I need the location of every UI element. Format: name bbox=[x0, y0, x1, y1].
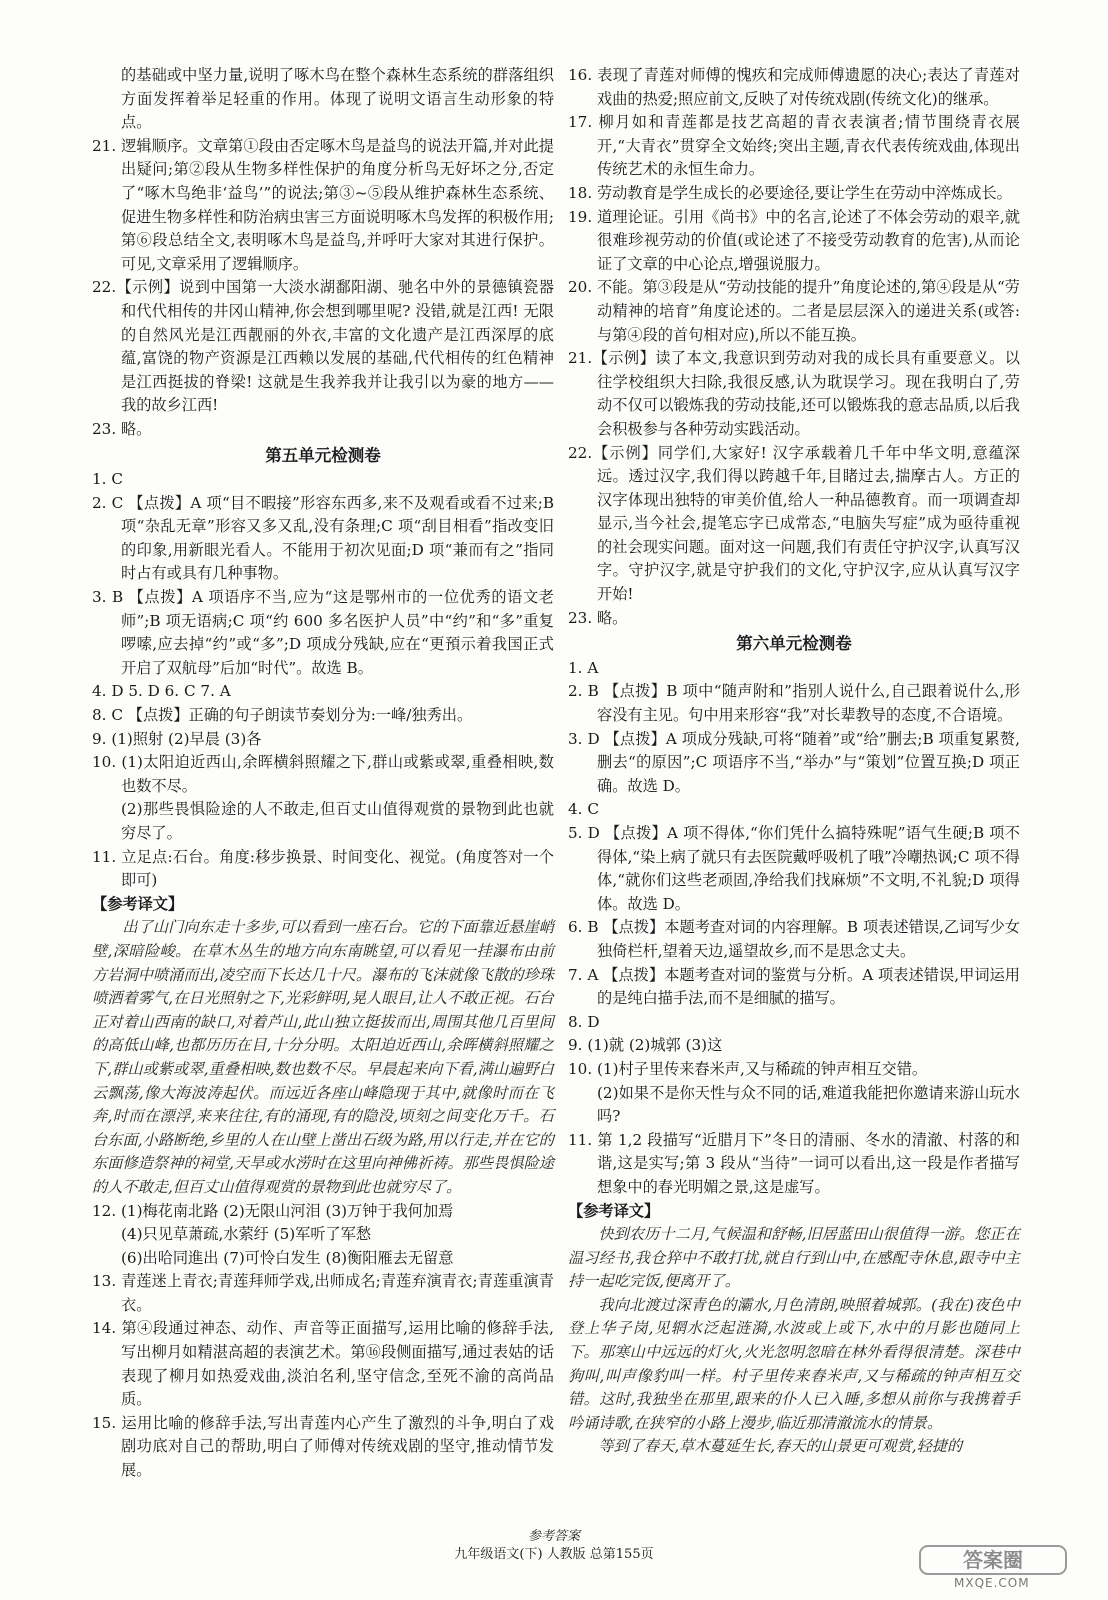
answer-item: 13. 青莲迷上青衣;青莲拜师学戏,出师成名;青莲弃演青衣;青莲重演青衣。 bbox=[92, 1272, 554, 1314]
answer-item: (2)如果不是你天性与众不同的话,难道我能把你邀请来游山玩水吗? bbox=[597, 1083, 1020, 1126]
answer-item: 9. (1)照射 (2)早晨 (3)各 bbox=[92, 729, 262, 748]
watermark-url: MXQE.COM bbox=[954, 1576, 1030, 1590]
answer-item: (6)出哈同進出 (7)可怜白发生 (8)衡阳雁去无留意 bbox=[121, 1248, 454, 1267]
footer-heading: 参考答案 bbox=[527, 1529, 580, 1544]
answer-item: 11. 立足点:石台。角度:移步换景、时间变化、视觉。(角度答对一个即可) bbox=[92, 847, 554, 890]
answer-item: 2. C 【点拨】A 项“目不暇接”形容东西多,来不及观看或看不过来;B 项“杂乱无章”形容又多又乱,没有条理;C 项“刮目相看”指改变旧的印象,用新眼光看人。不能用于初次见面;D 项“兼而有之”指同时占有或具有几种事物。 bbox=[92, 493, 554, 583]
answer-item: 14. 第④段通过神态、动作、声音等正面描写,运用比喻的修辞手法,写出柳月如精湛高超的表演艺术。第⑯段侧面描写,通过表姑的话表现了柳月如热爱戏曲,淡泊名利,坚守信念,至死不渝的高尚品质。 bbox=[92, 1319, 554, 1409]
answer-item: 6. B 【点拨】本题考查对词的内容理解。B 项表述错误,乙词写少女独倚栏杆,望着天边,遥望故乡,而不是思念丈夫。 bbox=[568, 918, 1020, 960]
answer-item: 21. 逻辑顺序。文章第①段由否定啄木鸟是益鸟的说法开篇,并对此提出疑问;第②段从生物多样性保护的角度分析鸟无好坏之分,否定了“啄木鸟绝非‘益鸟’”的说法;第③~⑤段从维护森林生态系统、促进生物多样性和防治病虫害三方面说明啄木鸟发挥的积极作用;第⑥段总结全文,表明啄木鸟是益鸟,并呼吁大家对其进行保护。可见,文章采用了逻辑顺序。 bbox=[92, 136, 554, 273]
answer-item: 18. 劳动教育是学生成长的必要途径,要让学生在劳动中淬炼成长。 bbox=[568, 183, 1012, 202]
answer-item: 12. (1)梅花南北路 (2)无限山河泪 (3)万钟于我何加焉 bbox=[92, 1201, 454, 1220]
watermark-text: 答案圈 bbox=[963, 1548, 1023, 1572]
section-heading: 第五单元检测卷 bbox=[265, 445, 381, 465]
answer-item: 4. D 5. D 6. C 7. A bbox=[92, 682, 231, 701]
translation-paragraph: 我向北渡过深青色的灞水,月色清朗,映照着城郭。(我在)夜色中登上华子岗,见辋水泛起涟漪,水波或上或下,水中的月影也随同上下。那寒山中远远的灯火,火光忽明忽暗在林外看得很清楚。深巷中狗叫,叫声像豹叫一样。村子里传来舂米声,又与稀疏的钟声相互交错。这时,我独坐在那里,跟来的仆人已入睡,多想从前你与我携着手吟诵诗歌,在狭窄的小路上漫步,临近那清澈流水的情景。 bbox=[568, 1295, 1020, 1432]
right-column bbox=[568, 64, 1020, 1459]
answer-item: 22.【示例】说到中国第一大淡水湖鄱阳湖、驰名中外的景德镇瓷器和代代相传的井冈山精神,你会想到哪里呢? 没错,就是江西! 无限的自然风光是江西靓丽的外衣,丰富的文化遗产是江西深厚的底蕴,富饶的物产资源是江西赖以发展的基础,代代相传的红色精神是江西挺拔的脊梁! 这就是生我养我并让我引以为豪的地方——我的故乡江西! bbox=[92, 278, 554, 415]
answer-item: 7. A 【点拨】本题考查对词的鉴赏与分析。A 项表述错误,甲词运用的是纯白描手法,而不是细腻的描写。 bbox=[568, 965, 1020, 1008]
answer-item: 23. 略。 bbox=[92, 419, 152, 438]
answer-item: 2. B 【点拨】B 项中“随声附和”指别人说什么,自己跟着说什么,形容没有主见。句中用来形容“我”对长辈教导的态度,不合语境。 bbox=[568, 682, 1020, 725]
answer-item: 1. C bbox=[92, 470, 123, 489]
answer-item: 3. B 【点拨】A 项语序不当,应为“这是鄂州市的一位优秀的语文老师”;B 项无语病;C 项“约 600 多名医护人员”中“约”和“多”重复啰嗦,应去掉“约”或“多”;D 项成分残缺,应在“更預示着我国正式开启了双航母”后加“时代”。故选 B。 bbox=[92, 588, 554, 677]
answer-item: 9. (1)就 (2)城郭 (3)这 bbox=[568, 1036, 723, 1055]
translation-heading: 【参考译文】 bbox=[568, 1201, 660, 1220]
answer-item: 21.【示例】读了本文,我意识到劳动对我的成长具有重要意义。以往学校组织大扫除,我很反感,认为耽误学习。现在我明白了,劳动不仅可以锻炼我的劳动技能,还可以锻炼我的意志品质,以后我会积极参与各种劳动实践活动。 bbox=[568, 349, 1020, 438]
answer-item: 8. C 【点拨】正确的句子朗读节奏划分为:一峰/独秀出。 bbox=[92, 706, 473, 725]
answer-item: 5. D 【点拨】A 项不得体,“你们凭什么搞特殊呢”语气生硬;B 项不得体,“染上病了就只有去医院戴呼吸机了哦”冷嘲热讽;C 项不得体,“就你们这些老顽固,净给我们找麻烦”不文明,不礼貌;D 项得体。故选 D。 bbox=[568, 824, 1020, 913]
answer-item: 16. 表现了青莲对师傅的愧疚和完成师傅遗愿的决心;表达了青莲对戏曲的热爱;照应前文,反映了对传统戏剧(传统文化)的继承。 bbox=[568, 66, 1020, 108]
answer-item: 17. 柳月如和青莲都是技艺高超的青衣表演者;情节围绕青衣展开,“大青衣”贯穿全文始终;突出主题,青衣代表传统戏曲,体现出传统艺术的永恒生命力。 bbox=[568, 113, 1020, 179]
watermark-logo bbox=[918, 1544, 1068, 1590]
left-column bbox=[92, 64, 554, 1483]
answer-item: 1. A bbox=[568, 658, 599, 677]
answer-item: (4)只见草萧疏,水萦纡 (5)军听了军愁 bbox=[121, 1225, 372, 1244]
answer-item: 10. (1)村子里传来舂米声,又与稀疏的钟声相互交错。 bbox=[568, 1059, 928, 1078]
answer-item: 23. 略。 bbox=[568, 608, 628, 627]
answer-item: 20. 不能。第③段是从“劳动技能的提升”角度论述的,第④段是从“劳动精神的培育”角度论述的。二者是层层深入的递进关系(或答:与第④段的首句相对应),所以不能互换。 bbox=[568, 278, 1020, 344]
translation-heading: 【参考译文】 bbox=[92, 894, 184, 913]
translation-paragraph: 等到了春天,草木蔓延生长,春天的山景更可观赏,轻捷的 bbox=[598, 1437, 963, 1456]
answer-item: 8. D bbox=[568, 1012, 600, 1031]
translation-paragraph: 快到农历十二月,气候温和舒畅,旧居蓝田山很值得一游。您正在温习经书,我仓猝中不敢打扰,就自行到山中,在感配寺休息,跟寺中主持一起吃完饭,便离开了。 bbox=[568, 1225, 1020, 1291]
answer-item: 10. (1)太阳迫近西山,余晖横斜照耀之下,群山或紫或翠,重叠相映,数也数不尽。 bbox=[92, 753, 554, 795]
answer-item: 4. C bbox=[568, 800, 599, 819]
answer-item: 22.【示例】同学们,大家好! 汉字承载着几千年中华文明,意蕴深远。透过汉字,我们得以跨越千年,目睹过去,揣摩古人。方正的汉字体现出独特的审美价值,给人一种品德教育。而一项调查却显示,当今社会,提笔忘字已成常态,“电脑失写症”成为亟待重视的社会现实问题。面对这一问题,我们有责任守护汉字,认真写汉字。守护汉字,就是守护我们的文化,守护汉字,应从认真写汉字开始! bbox=[568, 443, 1020, 604]
answer-item: 19. 道理论证。引用《尚书》中的名言,论述了不体会劳动的艰辛,就很难珍视劳动的价值(或论述了不接受劳动教育的危害),从而论证了文章的中心论点,增强说服力。 bbox=[568, 207, 1020, 273]
footer-page-info: 九年级语文(下) 人教版 总第155页 bbox=[454, 1547, 654, 1562]
answer-item: 11. 第 1,2 段描写“近腊月下”冬日的清丽、冬水的清澈、村落的和谐,这是实写;第 3 段从“当待”一词可以看出,这一段是作者描写想象中的春光明媚之景,这是虚写。 bbox=[568, 1130, 1020, 1196]
section-heading: 第六单元检测卷 bbox=[736, 634, 852, 654]
translation-paragraph: 出了山门向东走十多步,可以看到一座石台。它的下面靠近悬崖峭壁,深暗险峻。在草木丛生的地方向东南眺望,可以看见一挂瀑布由前方岩洞中喷涌而出,凌空而下长达几十尺。瀑布的飞沫就像飞散的珍珠喷洒着雾气,在日光照射之下,光彩鲜明,晃人眼目,让人不敢正视。石台正对着山西南的缺口,对着芦山,此山独立挺拔而出,周围其他几百里间的高低山峰,也都历历在目,十分分明。太阳迫近西山,余晖横斜照耀之下,群山或紫或翠,重叠相映,数也数不尽。早晨起来向下看,满山遍野白云飘荡,像大海波涛起伏。而远近各座山峰隐现于其中,就像时而在飞奔,时而在漂浮,来来往往,有的涌现,有的隐没,顷刻之间变化万千。石台东面,小路断绝,乡里的人在山壁上凿出石级为路,用以行走,并在它的东面修造祭神的祠堂,天旱或水涝时在这里向神佛祈祷。那些畏惧险途的人不敢走,但百丈山值得观赏的景物到此也就穷尽了。 bbox=[92, 918, 554, 1196]
answer-item: 15. 运用比喻的修辞手法,写出青莲内心产生了激烈的斗争,明白了戏剧功底对自己的帮助,明白了师傅对传统戏剧的坚守,推动情节发展。 bbox=[92, 1413, 554, 1480]
answer-item: 3. D 【点拨】A 项成分残缺,可将“随着”或“给”删去;B 项重复累赘,删去“的原因”;C 项语序不当,“举办”与“策划”位置互换;D 项正确。故选 D。 bbox=[568, 729, 1020, 795]
answer-item: (2)那些畏惧险途的人不敢走,但百丈山值得观赏的景物到此也就穷尽了。 bbox=[121, 800, 554, 842]
answer-item: 的基础或中坚力量,说明了啄木鸟在整个森林生态系统的群落组织方面发挥着举足轻重的作用。体现了说明文语言生动形象的特点。 bbox=[121, 66, 554, 132]
